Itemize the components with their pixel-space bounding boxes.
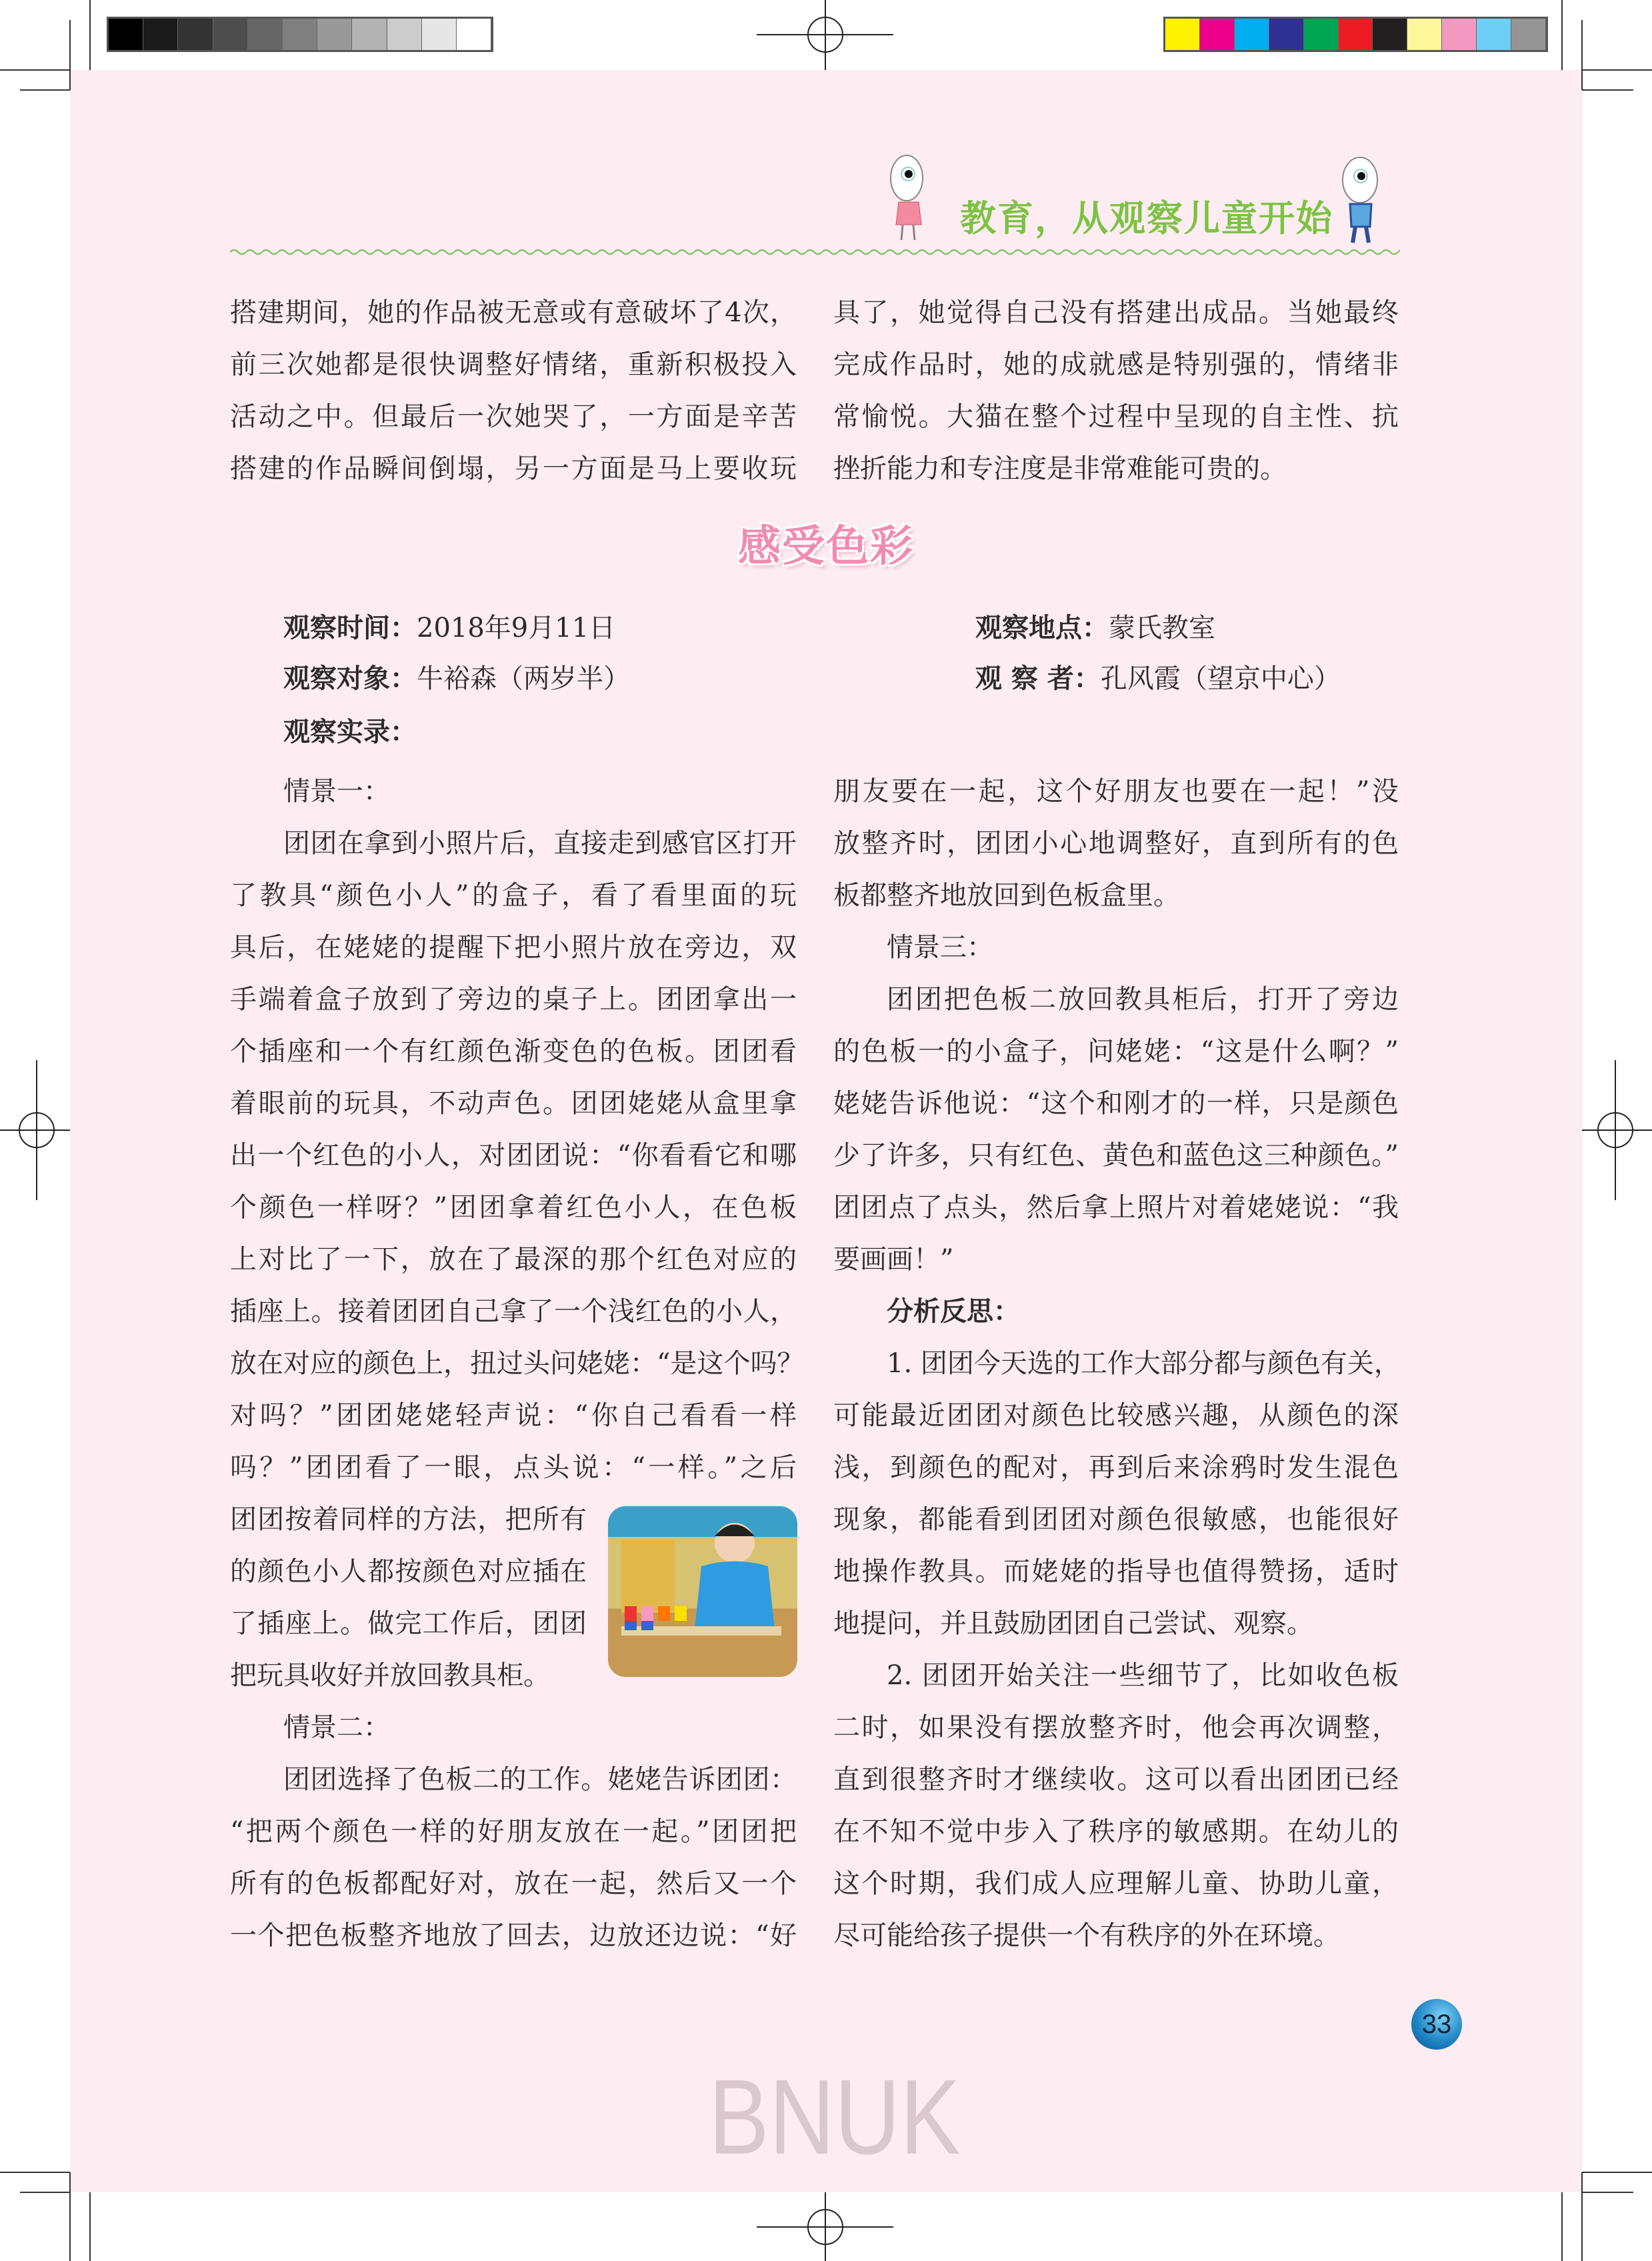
text-line: 吗？”团团看了一眼，点头说：“一样。”之后 bbox=[230, 1452, 797, 1483]
text-line: 出一个红色的小人，对团团说：“你看看它和哪 bbox=[230, 1140, 797, 1171]
text-line: 一个把色板整齐地放了回去，边放还边说：“好 bbox=[230, 1920, 797, 1951]
text-line: 常愉悦。大猫在整个过程中呈现的自主性、抗 bbox=[833, 401, 1399, 432]
text-line: 2. 团团开始关注一些细节了，比如收色板 bbox=[887, 1660, 1399, 1691]
observation-place-value: 蒙氏教室 bbox=[1109, 613, 1215, 643]
observation-record-heading bbox=[283, 711, 417, 749]
text-line: 具了，她觉得自己没有搭建出成品。当她最终 bbox=[833, 297, 1399, 328]
text-line: 手端着盒子放到了旁边的桌子上。团团拿出一 bbox=[230, 984, 797, 1015]
text-line: 要画画！” bbox=[833, 1244, 954, 1275]
observation-time bbox=[283, 607, 615, 645]
observation-time-label: 观察时间： bbox=[283, 612, 417, 643]
text-line: 完成作品时，她的成就感是特别强的，情绪非 bbox=[833, 349, 1399, 380]
section-title: 感受色彩 bbox=[738, 522, 914, 571]
observation-subject-value: 牛裕森（两岁半） bbox=[417, 663, 630, 694]
text-line: 插座上。接着团团自己拿了一个浅红色的小人， bbox=[230, 1296, 797, 1327]
text-line: 搭建期间，她的作品被无意或有意破坏了4次， bbox=[230, 297, 797, 328]
header-divider-wave bbox=[230, 245, 1400, 259]
boy-mascot-icon bbox=[1323, 152, 1400, 245]
text-line: 个插座和一个有红颜色渐变色的色板。团团看 bbox=[230, 1036, 797, 1067]
text-line: 上对比了一下，放在了最深的那个红色对应的 bbox=[230, 1244, 797, 1275]
text-line: 二时，如果没有摆放整齐时，他会再次调整， bbox=[833, 1712, 1399, 1743]
text-line: 团团选择了色板二的工作。姥姥告诉团团： bbox=[283, 1764, 797, 1795]
observer bbox=[975, 657, 1341, 695]
text-line: 情景三： bbox=[887, 932, 993, 963]
header-slogan: 教育，从观察儿童开始 bbox=[960, 197, 1333, 239]
text-line: 地提问，并且鼓励团团自己尝试、观察。 bbox=[833, 1608, 1313, 1639]
text-line: 团团把色板二放回教具柜后，打开了旁边 bbox=[887, 984, 1399, 1015]
text-line: 着眼前的玩具，不动声色。团团姥姥从盒里拿 bbox=[230, 1088, 797, 1119]
text-line: 直到很整齐时才继续收。这可以看出团团已经 bbox=[833, 1764, 1399, 1795]
text-line: 所有的色板都配好对，放在一起，然后又一个 bbox=[230, 1868, 797, 1899]
observation-place bbox=[975, 607, 1215, 645]
text-line: 了插座上。做完工作后，团团 bbox=[230, 1608, 587, 1639]
page-number: 33 bbox=[1411, 1999, 1462, 2050]
text-line: 具后，在姥姥的提醒下把小照片放在旁边，双 bbox=[230, 932, 797, 963]
text-line: 1. 团团今天选的工作大部分都与颜色有关， bbox=[887, 1348, 1401, 1379]
observer-label: 观 察 者： bbox=[975, 663, 1101, 694]
observation-subject-label: 观察对象： bbox=[283, 663, 417, 694]
text-line: 挫折能力和专注度是非常难能可贵的。 bbox=[833, 453, 1287, 484]
text-line: 分析反思： bbox=[887, 1296, 1020, 1327]
text-line: 姥姥告诉他说：“这个和刚才的一样，只是颜色 bbox=[833, 1088, 1399, 1119]
text-line: 放在对应的颜色上，扭过头问姥姥：“是这个吗？ bbox=[230, 1348, 804, 1379]
text-line: 把玩具收好并放回教具柜。 bbox=[230, 1660, 550, 1691]
text-line: 地操作教具。而姥姥的指导也值得赞扬，适时 bbox=[833, 1556, 1399, 1587]
text-line: 搭建的作品瞬间倒塌，另一方面是马上要收玩 bbox=[230, 453, 797, 484]
text-line: 朋友要在一起，这个好朋友也要在一起！”没 bbox=[833, 776, 1399, 807]
text-line: 了教具“颜色小人”的盒子，看了看里面的玩 bbox=[230, 880, 797, 911]
observation-place-label: 观察地点： bbox=[975, 612, 1109, 643]
text-line: 尽可能给孩子提供一个有秩序的外在环境。 bbox=[833, 1920, 1340, 1951]
text-line: 团团按着同样的方法，把所有 bbox=[230, 1504, 587, 1535]
text-line: 情景二： bbox=[283, 1712, 390, 1743]
text-line: “把两个颜色一样的好朋友放在一起。”团团把 bbox=[230, 1816, 797, 1847]
text-line: 可能最近团团对颜色比较感兴趣，从颜色的深 bbox=[833, 1400, 1399, 1431]
girl-mascot-icon bbox=[880, 150, 947, 243]
observation-time-value: 2018年9月11日 bbox=[417, 613, 616, 643]
text-line: 前三次她都是很快调整好情绪，重新积极投入 bbox=[230, 349, 797, 380]
text-line: 板都整齐地放回到色板盒里。 bbox=[833, 880, 1180, 911]
text-line: 现象，都能看到团团对颜色很敏感，也能很好 bbox=[833, 1504, 1399, 1535]
text-line: 在不知不觉中步入了秩序的敏感期。在幼儿的 bbox=[833, 1816, 1399, 1847]
child-with-color-tablets-photo bbox=[608, 1506, 797, 1677]
text-line: 团团点了点头，然后拿上照片对着姥姥说：“我 bbox=[833, 1192, 1399, 1223]
watermark-logo: BNUK bbox=[709, 2057, 961, 2176]
text-line: 的颜色小人都按颜色对应插在 bbox=[230, 1556, 587, 1587]
text-line: 放整齐时，团团小心地调整好，直到所有的色 bbox=[833, 828, 1399, 859]
text-line: 情景一： bbox=[283, 776, 390, 807]
text-line: 对吗？”团团姥姥轻声说：“你自己看看一样 bbox=[230, 1400, 797, 1431]
observation-subject bbox=[283, 657, 630, 695]
text-line: 团团在拿到小照片后，直接走到感官区打开 bbox=[283, 828, 797, 859]
text-line: 少了许多，只有红色、黄色和蓝色这三种颜色。” bbox=[833, 1140, 1399, 1171]
observer-value: 孔风霞（望京中心） bbox=[1100, 663, 1341, 694]
text-line: 个颜色一样呀？”团团拿着红色小人，在色板 bbox=[230, 1192, 797, 1223]
observation-record-label: 观察实录： bbox=[283, 716, 417, 747]
text-line: 浅，到颜色的配对，再到后来涂鸦时发生混色 bbox=[833, 1452, 1399, 1483]
text-line: 活动之中。但最后一次她哭了，一方面是辛苦 bbox=[230, 401, 797, 432]
text-line: 这个时期，我们成人应理解儿童、协助儿童， bbox=[833, 1868, 1399, 1899]
text-line: 的色板一的小盒子，问姥姥：“这是什么啊？” bbox=[833, 1036, 1399, 1067]
